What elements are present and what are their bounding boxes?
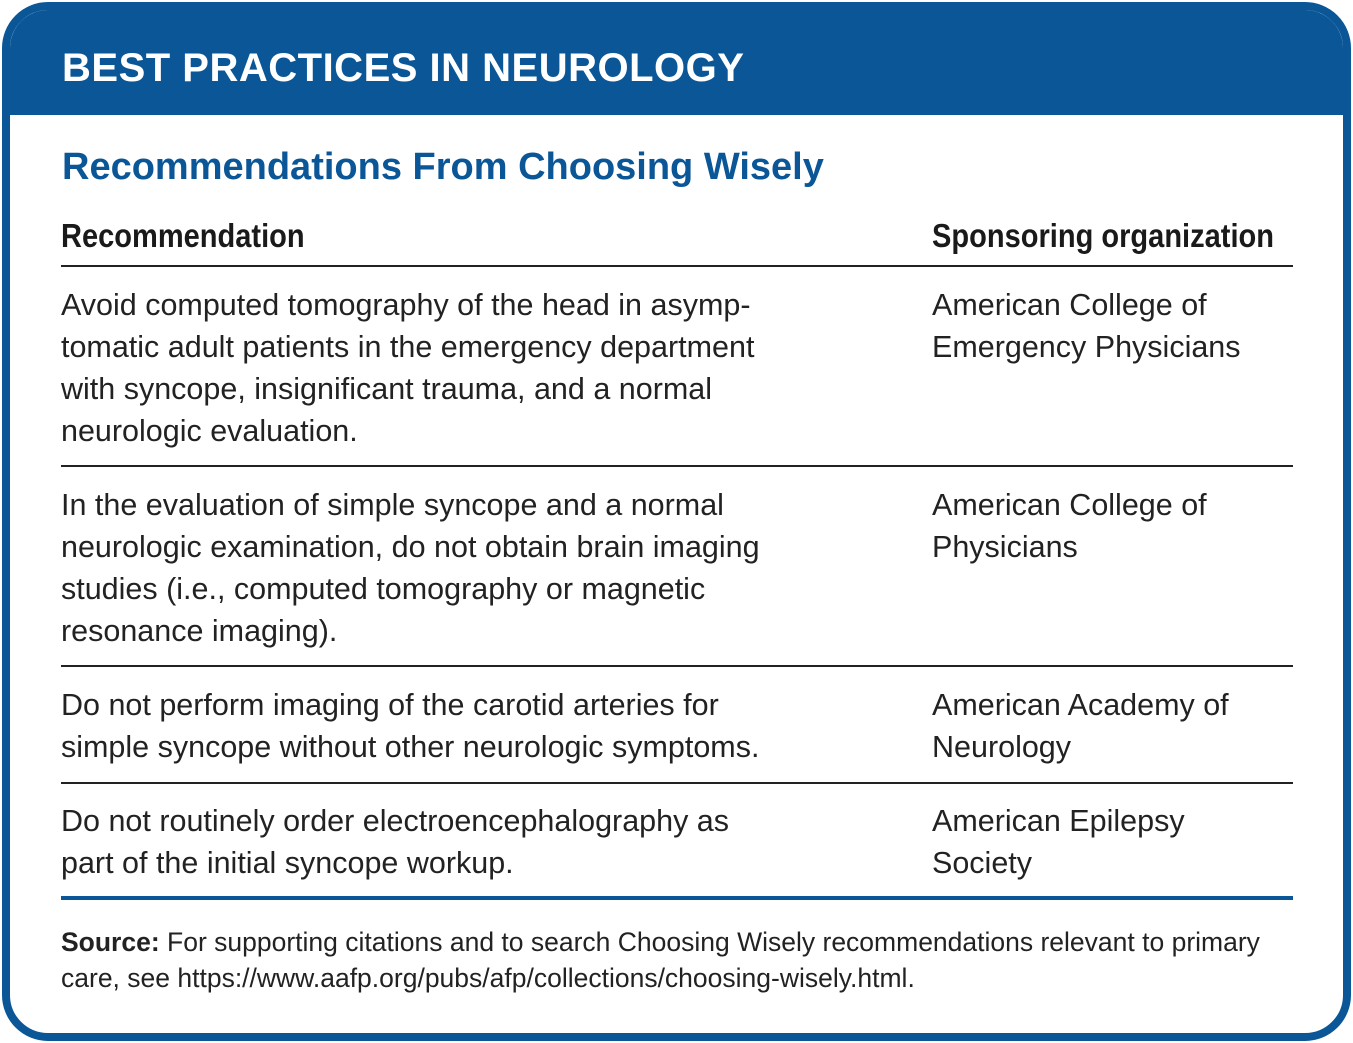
row-divider bbox=[61, 665, 1293, 667]
table-row-3-organization: American Academy of Neurology bbox=[932, 688, 1229, 764]
table-row-4-recommendation: Do not routinely order electroencephalography as part of the initial syncope workup. bbox=[61, 804, 730, 880]
row-divider bbox=[61, 465, 1293, 467]
table-title: Recommendations From Choosing Wisely bbox=[62, 146, 824, 188]
table-row-1-recommendation: Avoid computed tomography of the head in asymp- tomatic adult patients in the emergency department with syncope, insignificant trauma, and a normal neurologic evaluation. bbox=[61, 288, 755, 448]
best-practices-box bbox=[2, 2, 1351, 1041]
table-row-3-recommendation: Do not perform imaging of the carotid arteries for simple syncope without other neurologic symptoms. bbox=[61, 688, 760, 764]
table-row-2-recommendation: In the evaluation of simple syncope and a normal neurologic examination, do not obtain brain imaging studies (i.e., computed tomography or magnetic resonance imaging). bbox=[61, 488, 760, 648]
column-header-organization: Sponsoring organization bbox=[932, 217, 1275, 254]
table-bottom-rule bbox=[61, 896, 1293, 900]
source-label: Source: bbox=[61, 927, 160, 957]
table-row-4-organization: American Epilepsy Society bbox=[932, 804, 1185, 880]
source-text: For supporting citations and to search Choosing Wisely recommendations relevant to primary care, see https://www.aafp.org/pubs/afp/collections/choosing-wisely.html. bbox=[61, 927, 1260, 993]
header-title: BEST PRACTICES IN NEUROLOGY bbox=[62, 46, 745, 90]
header-banner bbox=[10, 10, 1343, 115]
source-note bbox=[61, 924, 1301, 996]
row-divider bbox=[61, 782, 1293, 784]
table-row-1-organization: American College of Emergency Physicians bbox=[932, 288, 1241, 364]
table-row-2-organization: American College of Physicians bbox=[932, 488, 1207, 564]
column-header-recommendation: Recommendation bbox=[61, 217, 305, 254]
header-divider bbox=[61, 265, 1293, 267]
